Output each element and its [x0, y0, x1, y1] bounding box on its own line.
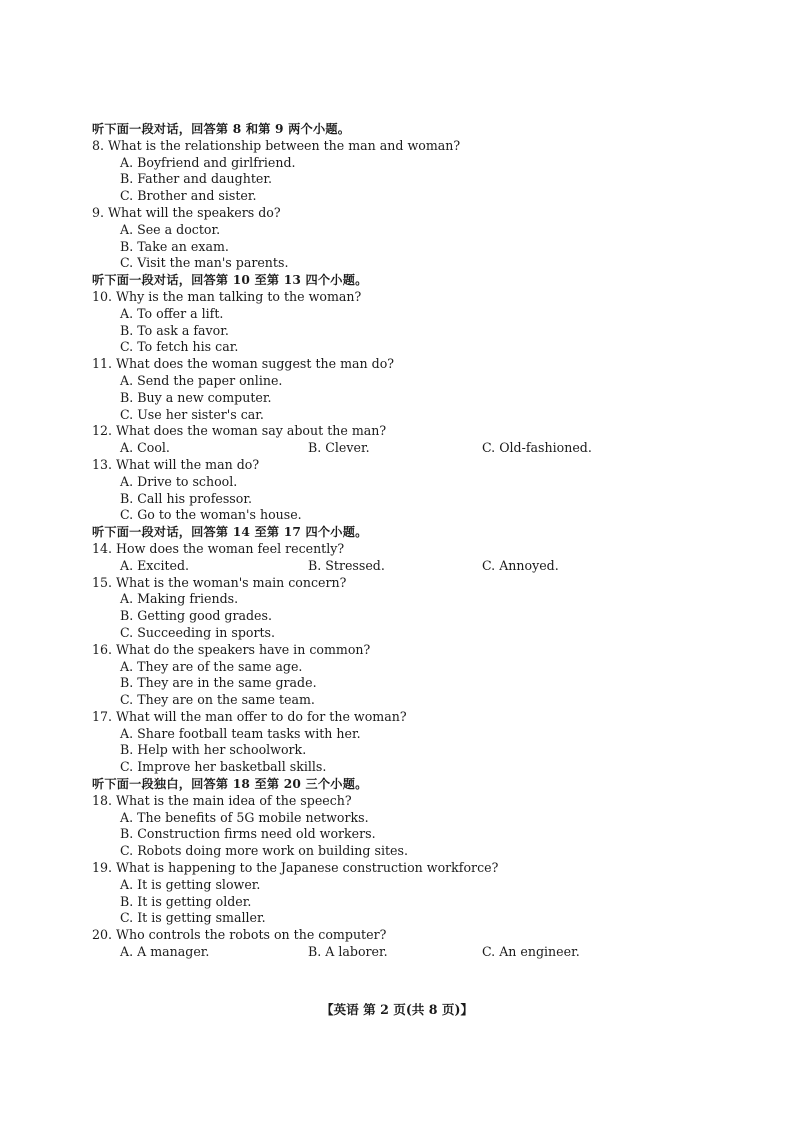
answer-option: C. It is getting smaller.	[120, 910, 266, 926]
answer-option: A. Send the paper online.	[120, 372, 283, 388]
question-stem: 19. What is happening to the Japanese construction workforce?	[92, 860, 499, 876]
answer-option: B. A laborer.	[308, 944, 388, 960]
answer-option: C. To fetch his car.	[120, 339, 239, 355]
page-footer: 【英语 第 2 页(共 8 页)】	[320, 1002, 474, 1017]
question-stem: 13. What will the man do?	[92, 456, 260, 472]
answer-option: B. Getting good grades.	[120, 608, 272, 624]
question-stem: 14. How does the woman feel recently?	[92, 540, 345, 556]
exam-content	[92, 121, 732, 961]
question-stem: 10. Why is the man talking to the woman?	[92, 288, 362, 304]
answer-option: B. It is getting older.	[120, 893, 252, 909]
answer-option: A. The benefits of 5G mobile networks.	[120, 809, 369, 825]
section-instruction: 听下面一段对话，回答第 10 至第 13 四个小题。	[92, 273, 368, 288]
answer-option: B. Construction firms need old workers.	[120, 826, 376, 842]
question-stem: 8. What is the relationship between the man and woman?	[92, 137, 461, 153]
answer-option: A. To offer a lift.	[120, 305, 224, 321]
section-instruction: 听下面一段独白，回答第 18 至第 20 三个小题。	[92, 777, 368, 792]
answer-option: B. Call his professor.	[120, 490, 252, 506]
answer-option: C. Brother and sister.	[120, 188, 257, 204]
answer-options-row	[92, 440, 732, 457]
answer-option: B. Help with her schoolwork.	[120, 742, 307, 758]
answer-option: C. Old-fashioned.	[482, 440, 592, 456]
answer-option: C. An engineer.	[482, 944, 580, 960]
answer-option: B. Clever.	[308, 440, 370, 456]
question-stem: 15. What is the woman's main concern?	[92, 574, 347, 590]
answer-option: C. They are on the same team.	[120, 692, 315, 708]
answer-option: A. A manager.	[120, 944, 210, 960]
answer-option: B. Take an exam.	[120, 238, 229, 254]
answer-option: A. See a doctor.	[120, 221, 221, 237]
answer-option: A. Drive to school.	[120, 473, 238, 489]
answer-option: B. Buy a new computer.	[120, 389, 272, 405]
answer-options-row	[92, 944, 732, 961]
answer-option: C. Annoyed.	[482, 557, 559, 573]
answer-option: C. Go to the woman's house.	[120, 507, 302, 523]
answer-option: C. Robots doing more work on building sites.	[120, 843, 408, 859]
answer-option: A. Boyfriend and girlfriend.	[120, 154, 296, 170]
question-stem: 17. What will the man offer to do for the woman?	[92, 708, 407, 724]
answer-option: B. Father and daughter.	[120, 171, 272, 187]
answer-option: B. They are in the same grade.	[120, 675, 317, 691]
answer-option: C. Use her sister's car.	[120, 406, 264, 422]
answer-option: A. Making friends.	[120, 591, 239, 607]
question-stem: 9. What will the speakers do?	[92, 204, 281, 220]
answer-option: A. Excited.	[120, 557, 190, 573]
answer-option: A. Cool.	[120, 440, 170, 456]
answer-option: B. To ask a favor.	[120, 322, 229, 338]
question-stem: 12. What does the woman say about the man?	[92, 423, 387, 439]
answer-option: C. Improve her basketball skills.	[120, 759, 327, 775]
section-instruction: 听下面一段对话，回答第 8 和第 9 两个小题。	[92, 122, 351, 136]
answer-option: C. Succeeding in sports.	[120, 624, 276, 640]
answer-option: B. Stressed.	[308, 557, 385, 573]
question-stem: 20. Who controls the robots on the computer?	[92, 927, 387, 943]
section-instruction: 听下面一段对话，回答第 14 至第 17 四个小题。	[92, 525, 368, 540]
answer-option: A. Share football team tasks with her.	[120, 725, 361, 741]
answer-options-row	[92, 558, 732, 575]
question-stem: 11. What does the woman suggest the man do?	[92, 356, 395, 372]
answer-option: A. It is getting slower.	[120, 876, 261, 892]
question-stem: 18. What is the main idea of the speech?	[92, 792, 352, 808]
question-stem: 16. What do the speakers have in common?	[92, 641, 371, 657]
answer-option: C. Visit the man's parents.	[120, 255, 289, 271]
answer-option: A. They are of the same age.	[120, 658, 303, 674]
